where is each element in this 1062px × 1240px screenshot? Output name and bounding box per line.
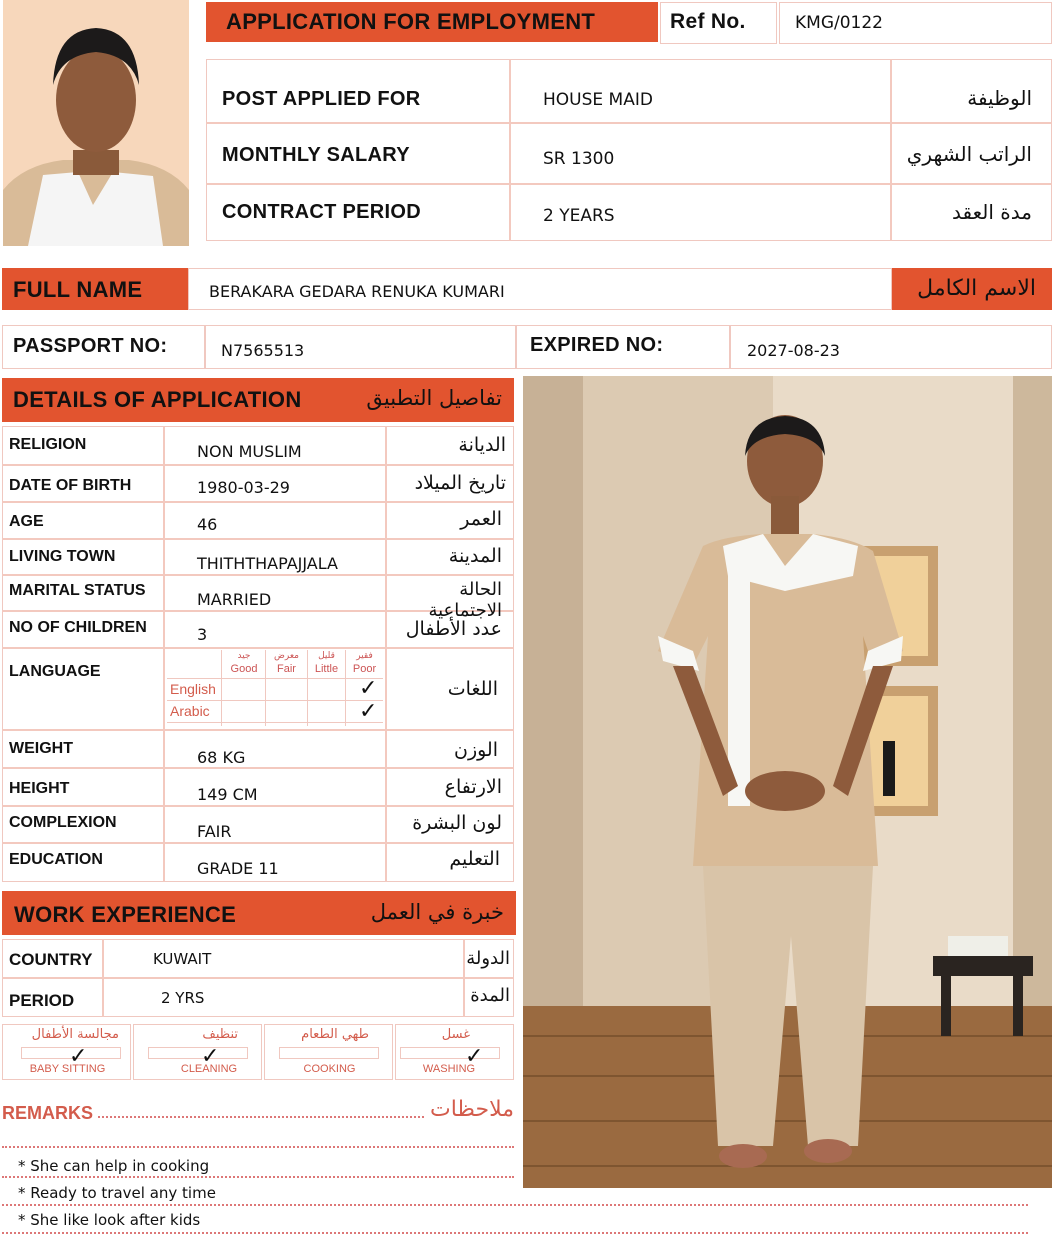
ref-value: KMG/0122: [795, 13, 883, 33]
country-label: COUNTRY: [9, 950, 93, 969]
skill-cooking: [264, 1024, 393, 1080]
language-arabic-name: Arabic: [170, 703, 210, 719]
skill-cooking-arabic: طهي الطعام: [301, 1027, 369, 1042]
level-good: Good: [230, 663, 258, 675]
contract-period-arabic: مدة العقد: [952, 200, 1032, 224]
level-fair: Fair: [277, 663, 296, 675]
remark-line-2: * Ready to travel any time: [18, 1184, 216, 1202]
dob-value: 1980-03-29: [197, 478, 290, 497]
language-label: LANGUAGE: [9, 663, 101, 680]
weight-arabic: الوزن: [453, 739, 498, 761]
living-town-value: THITHTHAPAJJALA: [197, 554, 338, 573]
details-arabic-title: تفاصيل التطبيق: [366, 386, 502, 410]
children-arabic: عدد الأطفال: [405, 618, 502, 640]
monthly-salary-arabic: الراتب الشهري: [906, 142, 1032, 166]
period-label: PERIOD: [9, 991, 75, 1010]
level-little-arabic: قليل: [318, 651, 335, 661]
height-arabic: الارتفاع: [444, 776, 502, 798]
marital-status-label: MARITAL STATUS: [9, 582, 146, 599]
religion-label: RELIGION: [9, 436, 87, 453]
details-title: DETAILS OF APPLICATION: [13, 387, 302, 412]
skill-baby-sitting: [2, 1024, 131, 1080]
skill-cleaning-check: ✓: [201, 1044, 220, 1069]
post-applied-arabic: الوظيفة: [967, 86, 1032, 110]
dob-arabic: تاريخ الميلاد: [414, 472, 506, 494]
full-name-label: FULL NAME: [13, 277, 143, 302]
age-label: AGE: [9, 513, 44, 530]
skill-baby-sitting-arabic: مجالسة الأطفال: [31, 1027, 119, 1042]
ref-label: Ref No.: [670, 10, 746, 33]
height-value: 149 CM: [197, 785, 258, 804]
weight-label: WEIGHT: [9, 740, 73, 757]
skill-baby-sitting-label: BABY SITTING: [29, 1063, 106, 1075]
age-value: 46: [197, 515, 218, 534]
education-label: EDUCATION: [9, 851, 103, 868]
age-arabic: العمر: [460, 508, 502, 530]
religion-value: NON MUSLIM: [197, 442, 302, 461]
marital-status-value: MARRIED: [197, 590, 272, 609]
skill-cleaning-arabic: تنظيف: [202, 1027, 238, 1042]
expired-label: EXPIRED NO:: [530, 334, 664, 356]
full-name-arabic: الاسم الكامل: [917, 276, 1036, 301]
passport-value: N7565513: [221, 341, 305, 360]
living-town-label: LIVING TOWN: [9, 548, 116, 565]
skill-washing-check: ✓: [465, 1044, 484, 1069]
complexion-arabic: لون البشرة: [412, 812, 502, 834]
period-value: 2 YRS: [161, 989, 205, 1007]
education-value: GRADE 11: [197, 859, 279, 878]
level-poor: Poor: [352, 663, 377, 675]
children-label: NO OF CHILDREN: [9, 619, 147, 636]
skill-washing: [395, 1024, 514, 1080]
period-arabic: المدة: [470, 985, 510, 1006]
monthly-salary-label: MONTHLY SALARY: [222, 144, 410, 166]
skill-cooking-label: COOKING: [303, 1063, 356, 1075]
english-poor-check: ✓: [359, 676, 378, 701]
dob-label: DATE OF BIRTH: [9, 477, 132, 494]
contract-period-value: 2 YEARS: [543, 206, 615, 226]
children-value: 3: [197, 625, 208, 644]
post-applied-value: HOUSE MAID: [543, 90, 653, 110]
remark-line-3: * She like look after kids: [18, 1211, 201, 1229]
remark-line-1: * She can help in cooking: [18, 1157, 210, 1175]
full-body-illustration: [523, 376, 1052, 1188]
post-applied-label: POST APPLIED FOR: [222, 88, 421, 110]
remarks-label: REMARKS: [2, 1103, 94, 1123]
full-body-photo: [523, 376, 1052, 1188]
passport-label: PASSPORT NO:: [13, 335, 168, 357]
level-fair-arabic: معرض: [273, 651, 299, 661]
contract-period-label: CONTRACT PERIOD: [222, 201, 421, 223]
education-arabic: التعليم: [449, 848, 500, 870]
language-grid: [167, 650, 383, 726]
portrait-photo: [3, 0, 189, 246]
skill-baby-sitting-check: ✓: [69, 1044, 88, 1069]
expired-value: 2027-08-23: [747, 341, 840, 360]
work-title: WORK EXPERIENCE: [14, 902, 237, 927]
monthly-salary-value: SR 1300: [543, 149, 615, 169]
living-town-arabic: المدينة: [448, 545, 502, 567]
level-poor-arabic: فقير: [356, 651, 373, 661]
country-arabic: الدولة: [466, 948, 510, 969]
marital-status-arabic: الحالة الاجتماعية: [428, 579, 502, 621]
level-little: Little: [314, 663, 339, 675]
arabic-poor-check: ✓: [359, 699, 378, 724]
language-english: English: [170, 681, 216, 697]
country-value: KUWAIT: [153, 950, 212, 968]
portrait-illustration: [3, 0, 189, 246]
complexion-label: COMPLEXION: [9, 814, 117, 831]
religion-arabic: الديانة: [458, 434, 506, 456]
skill-washing-arabic: غسل: [441, 1027, 470, 1042]
language-arabic: اللغات: [447, 678, 498, 700]
complexion-value: FAIR: [197, 822, 232, 841]
level-good-arabic: جيد: [237, 651, 251, 661]
application-title: APPLICATION FOR EMPLOYMENT: [226, 9, 596, 34]
height-label: HEIGHT: [9, 780, 70, 797]
skill-cleaning: [133, 1024, 262, 1080]
skills-row: [2, 1024, 514, 1080]
full-name-value: BERAKARA GEDARA RENUKA KUMARI: [209, 282, 505, 301]
weight-value: 68 KG: [197, 748, 246, 767]
remarks-arabic: ملاحظات: [430, 1097, 514, 1122]
work-arabic-title: خبرة في العمل: [370, 900, 504, 924]
skill-cleaning-label: CLEANING: [180, 1063, 238, 1075]
skill-washing-label: WASHING: [422, 1063, 476, 1075]
